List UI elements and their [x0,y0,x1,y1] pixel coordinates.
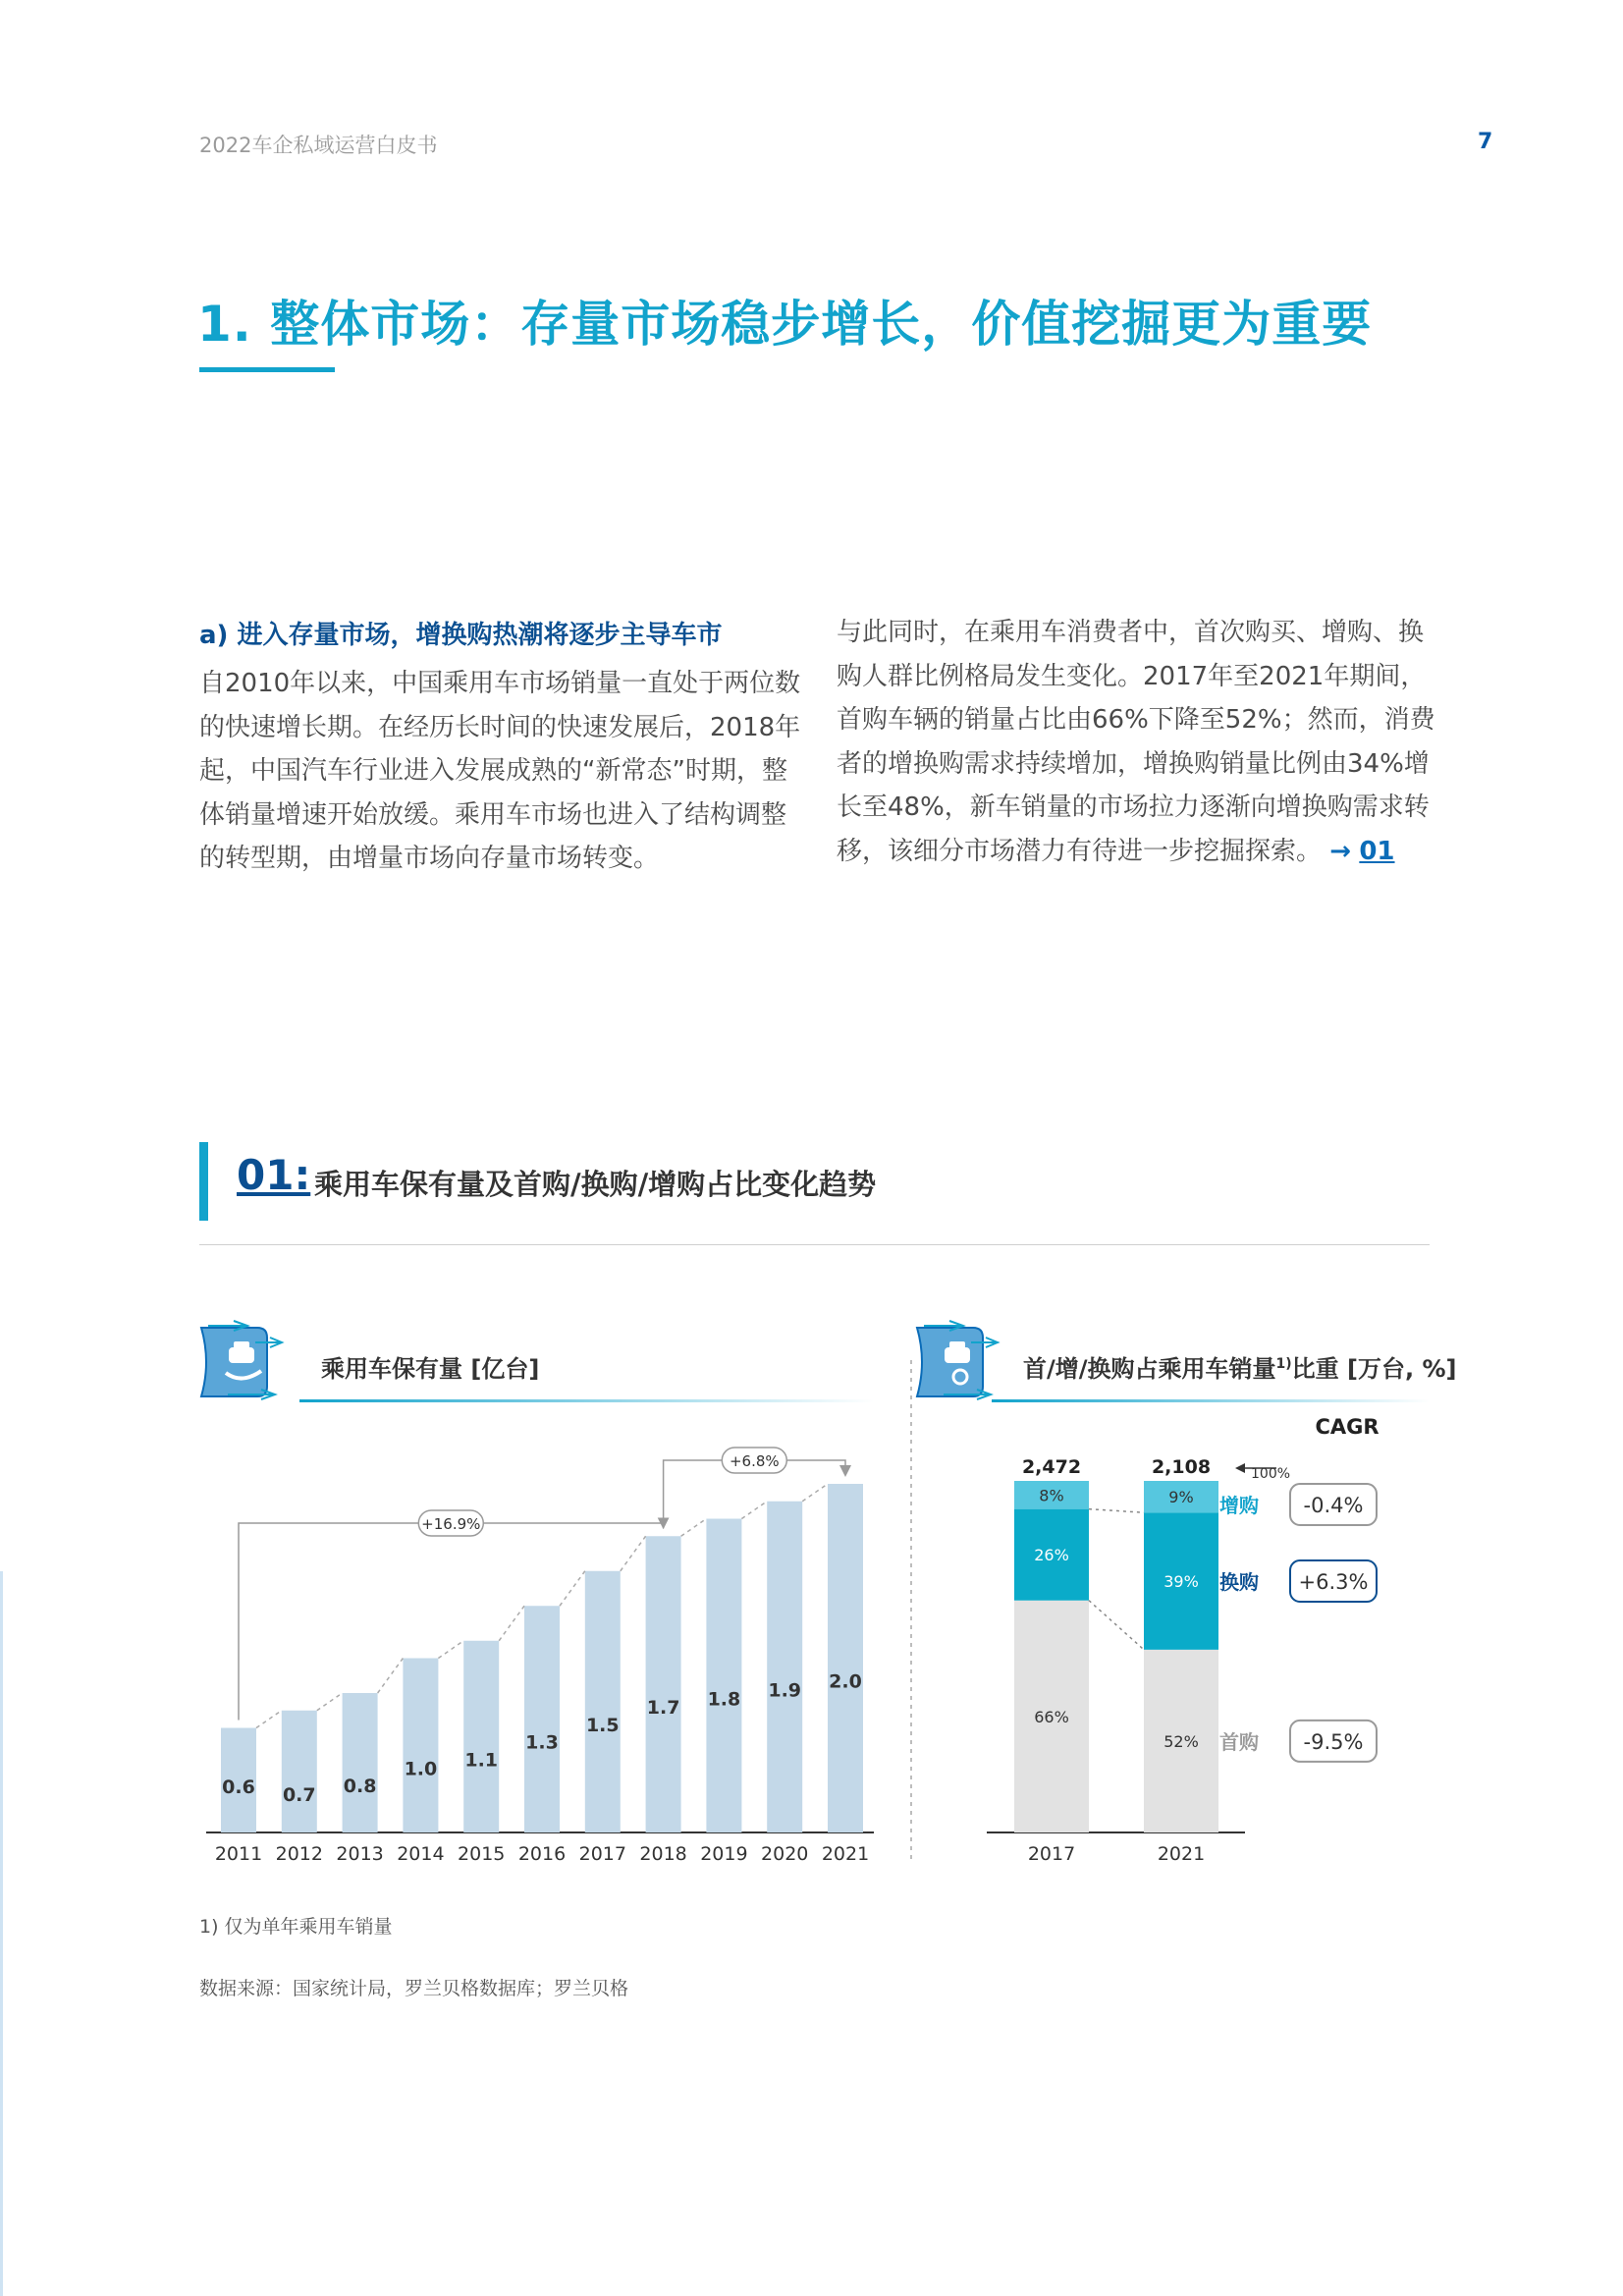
figure-ref-link[interactable]: 01 [1359,836,1395,866]
left-chart-tick-label: 2014 [397,1843,445,1865]
left-chart-value-label: 1.1 [464,1749,499,1772]
left-chart-trend-connector [256,1711,282,1728]
left-chart-title-underline [299,1399,874,1402]
header-doc-title: 2022车企私域运营白皮书 [199,134,438,157]
right-chart-title-main: 首/增/换购占乘用车销量 [1023,1355,1276,1383]
left-chart-cagr-label: +6.8% [729,1452,780,1470]
left-chart-value-label: 2.0 [829,1670,862,1693]
left-chart-tick-label: 2011 [214,1843,263,1865]
left-chart-bar [282,1711,317,1832]
left-chart-title: 乘用车保有量 [亿台] [321,1355,540,1383]
right-chart-total-label: 2,472 [1021,1456,1082,1478]
figure-title: 乘用车保有量及首购/换购/增购占比变化趋势 [314,1168,877,1201]
figure-number: 01: [237,1151,311,1199]
paragraph-right-text: 与此同时，在乘用车消费者中，首次购买、增购、换购人群比例格局发生变化。2017年至2021年期间，首购车辆的销量占比由66%下降至52%；然而，消费者的增换购需求持续增加，增换购销量比例由34%增长至48%，新车销量的市场拉力逐渐向增换购需求转移，该细分市场潜力有待进一步挖掘探索。 [837,618,1435,866]
left-chart-trend-connector [378,1659,404,1694]
left-chart-trend-connector [681,1519,707,1537]
right-chart-series-name: 增购 [1219,1494,1259,1517]
left-chart-tick-label: 2021 [821,1843,870,1865]
left-chart-value-label: 0.6 [222,1777,255,1798]
right-chart-segment-label: 8% [1039,1486,1064,1505]
right-chart-connector [1089,1601,1144,1650]
right-chart-series-name: 换购 [1219,1570,1259,1595]
left-chart-bar [828,1484,863,1832]
left-chart-bar [585,1571,621,1832]
left-chart-tick-label: 2017 [578,1843,626,1865]
left-chart-trend-connector [438,1641,463,1659]
left-chart-value-label: 1.8 [707,1688,741,1711]
right-chart-total-label: 2,108 [1151,1456,1212,1478]
right-chart-cagr-value: +6.3% [1298,1570,1369,1595]
left-chart-bar [767,1502,802,1832]
page-edge-decoration [0,1571,3,2296]
left-chart-trend-connector [741,1502,767,1519]
left-chart-value-label: 1.0 [404,1758,438,1780]
left-chart-tick-label: 2019 [700,1843,748,1865]
left-chart-value-label: 0.7 [282,1783,316,1806]
left-chart-value-label: 0.8 [343,1776,377,1797]
section-title: 1. 整体市场：存量市场稳步增长，价值挖掘更为重要 [197,296,1373,353]
paragraph-left: 自2010年以来，中国乘用车市场销量一直处于两位数的快速增长期。在经历长时间的快速发展后，2018年起，中国汽车行业进入发展成熟的“新常态”时期，整体销量增速开始放缓。乘用车市场也进入了结构调整的转型期，由增量市场向存量市场转变。 [199,669,801,873]
right-chart-title-suffix: 比重 [万台, %] [1291,1355,1457,1383]
left-chart-value-label: 1.9 [768,1679,802,1702]
left-chart-bar [646,1536,681,1832]
left-chart-tick-label: 2015 [458,1843,506,1865]
left-chart-value-label: 1.5 [585,1714,620,1736]
left-chart-cagr-label: +16.9% [421,1515,481,1533]
left-chart-tick-label: 2018 [639,1843,687,1865]
left-chart-bar [403,1659,438,1833]
footnote: 1) 仅为单年乘用车销量 [199,1916,393,1938]
right-chart-segment-label: 52% [1163,1731,1199,1751]
right-chart-cagr-value: -0.4% [1303,1494,1364,1517]
right-chart-connector [1089,1509,1144,1513]
left-chart-trend-connector [560,1571,585,1607]
left-chart-bar [524,1606,560,1832]
right-chart-tick-label: 2021 [1157,1843,1206,1865]
left-chart-tick-label: 2020 [761,1843,809,1865]
car-on-hand-icon [201,1321,282,1399]
left-chart-trend-connector [802,1484,828,1502]
left-chart-bar [343,1693,378,1832]
right-chart-title-underline [992,1399,1430,1402]
right-chart-100-label: 100% [1251,1466,1291,1482]
right-chart-segment-label: 39% [1163,1572,1199,1592]
right-chart-cagr-header: CAGR [1315,1415,1380,1439]
left-chart-bar [463,1641,499,1832]
left-chart-tick-label: 2013 [336,1843,384,1865]
left-chart-bar [706,1519,741,1833]
right-chart-tick-label: 2017 [1027,1843,1076,1865]
section-subheading: a) 进入存量市场，增换购热潮将逐步主导车市 [199,621,723,650]
data-source: 数据来源：国家统计局，罗兰贝格数据库；罗兰贝格 [199,1978,629,1999]
left-chart-trend-connector [317,1693,343,1711]
left-chart-tick-label: 2012 [275,1843,323,1865]
right-chart-segment-label: 26% [1034,1546,1069,1565]
right-chart-series-name: 首购 [1219,1729,1259,1754]
right-chart-segment-label: 66% [1034,1707,1069,1726]
left-chart-trend-connector [621,1536,646,1571]
arrow-right-icon: → [1329,836,1352,866]
left-chart-trend-connector [499,1606,524,1641]
header-page-number: 7 [1478,130,1493,154]
right-chart-cagr-value: -9.5% [1303,1729,1364,1754]
right-chart-title [1023,1355,1456,1383]
left-chart-tick-label: 2016 [517,1843,567,1865]
right-chart-segment-label: 9% [1168,1488,1194,1507]
left-chart-value-label: 1.7 [646,1697,680,1720]
car-chat-icon [917,1321,998,1399]
right-chart-title-sup: 1) [1275,1356,1292,1372]
left-chart-value-label: 1.3 [525,1731,559,1754]
right-chart-100-arrowhead [1235,1463,1245,1473]
